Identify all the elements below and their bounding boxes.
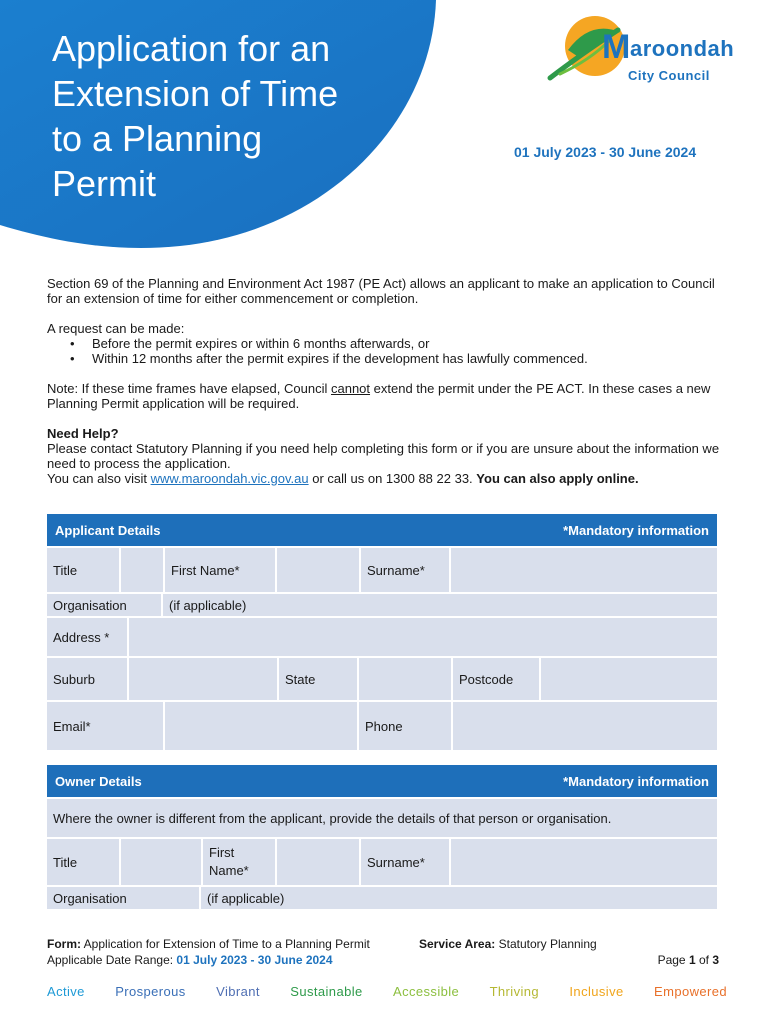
logo-emblem-icon <box>540 10 640 90</box>
contact-text: You can also visit <box>47 471 151 486</box>
owner-section-header <box>47 765 717 797</box>
note-paragraph <box>47 381 727 411</box>
contact-line <box>47 471 727 486</box>
title-line-1: Application for an <box>52 28 331 69</box>
owner-note-row <box>47 799 717 837</box>
help-title: Need Help? <box>47 426 119 441</box>
form-label: Form: <box>47 937 81 951</box>
phone-label: Phone <box>359 702 451 750</box>
postcode-input[interactable] <box>541 658 717 700</box>
state-input[interactable] <box>359 658 451 700</box>
mandatory-note: *Mandatory information <box>563 773 709 789</box>
page-current: 1 <box>688 953 696 967</box>
owner-note: Where the owner is different from the applicant, provide the details of that person or organisation. <box>47 799 717 837</box>
council-values <box>47 984 727 999</box>
page-number <box>658 952 719 968</box>
date-label: Applicable Date Range: <box>47 953 177 967</box>
surname-label: Surname* <box>361 548 449 592</box>
request-block <box>47 321 727 366</box>
owner-first-name-input[interactable] <box>277 839 359 885</box>
owner-surname-label: Surname* <box>361 839 449 885</box>
request-list <box>47 336 727 366</box>
applicant-name-row <box>47 548 717 592</box>
value-active: Active <box>47 984 85 999</box>
applicant-section-header <box>47 514 717 546</box>
suburb-label: Suburb <box>47 658 127 700</box>
owner-title-label: Title <box>47 839 119 885</box>
applicant-contact-row <box>47 702 717 750</box>
applicant-suburb-row <box>47 658 717 700</box>
title-input[interactable] <box>121 548 163 592</box>
value-sustainable: Sustainable <box>290 984 363 999</box>
service-label: Service Area: <box>419 937 496 951</box>
owner-name-row <box>47 839 717 885</box>
owner-title-input[interactable] <box>121 839 201 885</box>
owner-organisation-label: Organisation <box>47 887 199 909</box>
state-label: State <box>279 658 357 700</box>
phone-input[interactable] <box>453 702 717 750</box>
list-item: • Within 12 months after the permit expires if the development has lawfully commenced. <box>47 351 727 366</box>
value-accessible: Accessible <box>393 984 460 999</box>
intro-content <box>47 276 727 486</box>
intro-paragraph: Section 69 of the Planning and Environment Act 1987 (PE Act) allows an applicant to make an application to Council for an extension of time for either commencement or completion. <box>47 276 715 306</box>
form-value: Application for Extension of Time to a Planning Permit <box>81 937 370 951</box>
organisation-input[interactable] <box>163 594 717 616</box>
service-value: Statutory Planning <box>495 937 597 951</box>
value-thriving: Thriving <box>489 984 540 999</box>
title-line-2: Extension of Time <box>52 73 339 114</box>
if-applicable-hint: (if applicable) <box>207 890 285 906</box>
request-intro: A request can be made: <box>47 321 185 336</box>
value-prosperous: Prosperous <box>115 984 186 999</box>
title-line-4: Permit <box>52 163 157 204</box>
help-block <box>47 426 727 486</box>
applicant-organisation-row <box>47 594 717 616</box>
if-applicable-hint: (if applicable) <box>169 597 247 613</box>
logo-initial: M <box>602 28 631 66</box>
owner-header-title: Owner Details <box>55 773 142 789</box>
note-text: Note: If these time frames have elapsed, Council <box>47 381 331 396</box>
help-text: Please contact Statutory Planning if you need help completing this form or if you are unsure about the information we need to process the application. <box>47 441 720 471</box>
website-link[interactable]: www.maroondah.vic.gov.au <box>150 471 309 486</box>
page-title <box>52 26 338 206</box>
contact-phone-text: or call us on 1300 88 22 33. <box>308 471 477 486</box>
page-middle: of <box>695 953 713 967</box>
value-inclusive: Inclusive <box>569 984 624 999</box>
first-name-line-1: First <box>209 845 235 860</box>
title-line-3: to a Planning <box>52 118 263 159</box>
postcode-label: Postcode <box>453 658 539 700</box>
page-footer <box>47 936 719 968</box>
address-label: Address * <box>47 618 127 656</box>
date-value: 01 July 2023 - 30 June 2024 <box>176 953 333 967</box>
owner-details-section <box>47 765 717 909</box>
note-text-end: extend the permit under the PE ACT. In these cases a new Planning Permit application will be required. <box>47 381 711 411</box>
organisation-label: Organisation <box>47 594 161 616</box>
mandatory-note: *Mandatory information <box>563 522 709 538</box>
footer-service-area <box>419 936 597 952</box>
page-prefix: Page <box>657 953 689 967</box>
page-total: 3 <box>712 953 719 967</box>
hero-banner <box>0 0 440 250</box>
value-empowered: Empowered <box>654 984 727 999</box>
note-emphasis: cannot <box>330 381 371 396</box>
owner-surname-input[interactable] <box>451 839 717 885</box>
list-item: • Before the permit expires or within 6 months afterwards, or <box>47 336 727 351</box>
surname-input[interactable] <box>451 548 717 592</box>
footer-form-line <box>47 936 719 952</box>
apply-online-text: You can also apply online. <box>476 471 639 486</box>
first-name-label: First Name* <box>165 548 275 592</box>
owner-organisation-input[interactable] <box>201 887 717 909</box>
email-input[interactable] <box>165 702 357 750</box>
applicant-details-section <box>47 514 717 750</box>
applicant-header-title: Applicant Details <box>55 522 161 538</box>
logo-name: aroondah <box>630 36 735 61</box>
date-range: 01 July 2023 - 30 June 2024 <box>514 144 697 160</box>
suburb-input[interactable] <box>129 658 277 700</box>
footer-date-line <box>47 952 719 968</box>
applicant-address-row <box>47 618 717 656</box>
owner-organisation-row <box>47 887 717 909</box>
title-label: Title <box>47 548 119 592</box>
owner-first-name-label <box>203 839 275 885</box>
council-logo <box>540 10 750 90</box>
first-name-line-2: Name* <box>209 863 249 878</box>
logo-subtitle: City Council <box>628 68 710 83</box>
value-vibrant: Vibrant <box>216 984 260 999</box>
first-name-input[interactable] <box>277 548 359 592</box>
address-input[interactable] <box>129 618 717 656</box>
email-label: Email* <box>47 702 163 750</box>
